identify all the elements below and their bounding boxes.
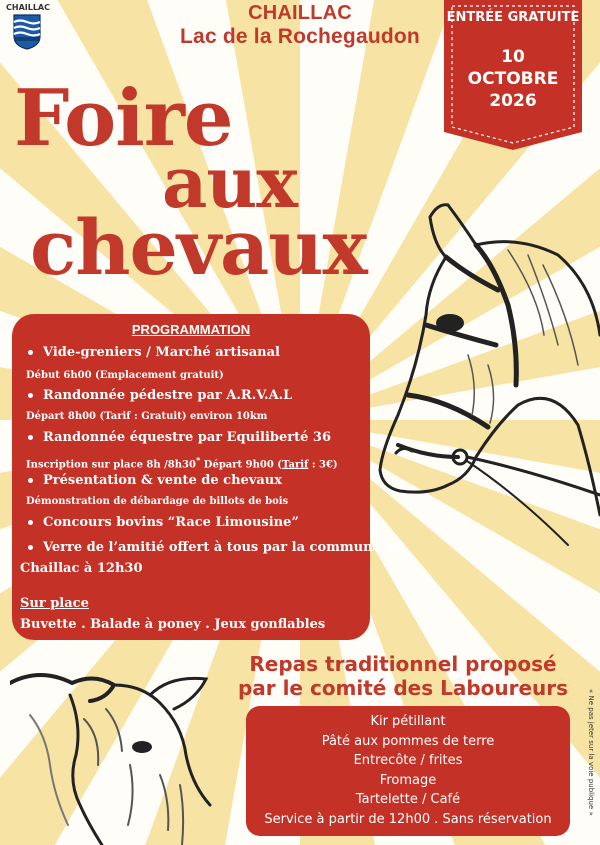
program-item-label: Verre de l’amitié offert à tous par la commune de xyxy=(43,540,403,555)
title-line-2: aux xyxy=(162,141,297,224)
asterisk: * xyxy=(195,455,201,465)
detail-part: Départ 9h00 ( xyxy=(200,459,283,471)
date-month: OCTOBRE xyxy=(467,69,559,89)
program-box xyxy=(12,314,403,640)
town-name: CHAILLAC xyxy=(248,2,352,24)
detail-part: : 3€) xyxy=(308,459,338,471)
disposal-notice xyxy=(572,689,600,840)
menu-item: Service à partir de 12h00 . Sans réservation xyxy=(264,812,552,827)
program-item-horse-sale xyxy=(28,473,282,488)
program-item-detail: Démonstration de débardage de billots de bois xyxy=(26,496,289,507)
date-year: 2026 xyxy=(489,91,537,111)
detail-part: Inscription sur place 8h /8h30 xyxy=(26,459,196,471)
menu-item: Kir pétillant xyxy=(370,714,446,729)
onsite-heading: Sur place xyxy=(20,596,89,611)
program-item-label: Vide-greniers / Marché artisanal xyxy=(43,345,280,360)
tarif-label: Tarif xyxy=(282,459,309,471)
bullet-icon xyxy=(28,393,33,398)
program-item-friendship-drink xyxy=(28,540,403,555)
menu-item: Pâté aux pommes de terre xyxy=(321,734,495,749)
program-item-detail: Début 6h00 (Emplacement gratuit) xyxy=(26,370,224,381)
program-item-flea-market xyxy=(28,345,280,360)
bullet-icon xyxy=(28,350,33,355)
bullet-icon xyxy=(28,478,33,483)
bullet-icon xyxy=(28,435,33,440)
program-item-hike xyxy=(28,388,292,403)
date-ribbon xyxy=(444,0,582,150)
place-name: Lac de la Rochegaudon xyxy=(180,25,420,48)
program-item-label: Présentation & vente de chevaux xyxy=(43,473,283,488)
program-item-detail: Départ 8h00 (Tarif : Gratuit) environ 10km xyxy=(26,411,268,422)
program-item-cattle-contest xyxy=(28,515,299,530)
disposal-notice-text: « Ne pas jeter sur la voie publique » xyxy=(587,689,595,816)
program-item-label: Concours bovins “Race Limousine” xyxy=(43,515,299,530)
program-item-label: Randonnée équestre par Equiliberté 36 xyxy=(43,430,332,445)
meal-title-line-1: Repas traditionnel proposé xyxy=(249,652,557,676)
meal-title-line-2: par le comité des Laboureurs xyxy=(237,676,569,700)
free-entry-label: ENTRÉE GRATUITE xyxy=(446,10,580,25)
logo-name: CHAILLAC xyxy=(6,3,50,12)
program-item-continuation: Chaillac à 12h30 xyxy=(20,561,143,576)
event-date xyxy=(444,46,582,112)
onsite-list: Buvette . Balade à poney . Jeux gonflables xyxy=(20,617,326,632)
title-line-3: chevaux xyxy=(30,203,367,292)
bullet-icon xyxy=(28,520,33,525)
meal-menu-box xyxy=(246,706,570,836)
program-item-label: Randonnée pédestre par A.R.V.A.L xyxy=(43,388,293,403)
menu-item: Tartelette / Café xyxy=(355,792,461,807)
horse-head-illustration xyxy=(368,195,600,575)
title-line-1: Foire xyxy=(14,73,233,164)
date-day: 10 xyxy=(501,47,525,67)
program-item-detail xyxy=(26,455,338,470)
bullet-icon xyxy=(28,545,33,550)
menu-item: Fromage xyxy=(379,773,437,788)
program-item-horse-ride xyxy=(28,430,331,445)
program-heading: PROGRAMMATION xyxy=(131,322,251,337)
cow-head-illustration xyxy=(10,655,230,845)
menu-item: Entrecôte / frites xyxy=(353,753,463,768)
meal-title xyxy=(206,652,600,700)
